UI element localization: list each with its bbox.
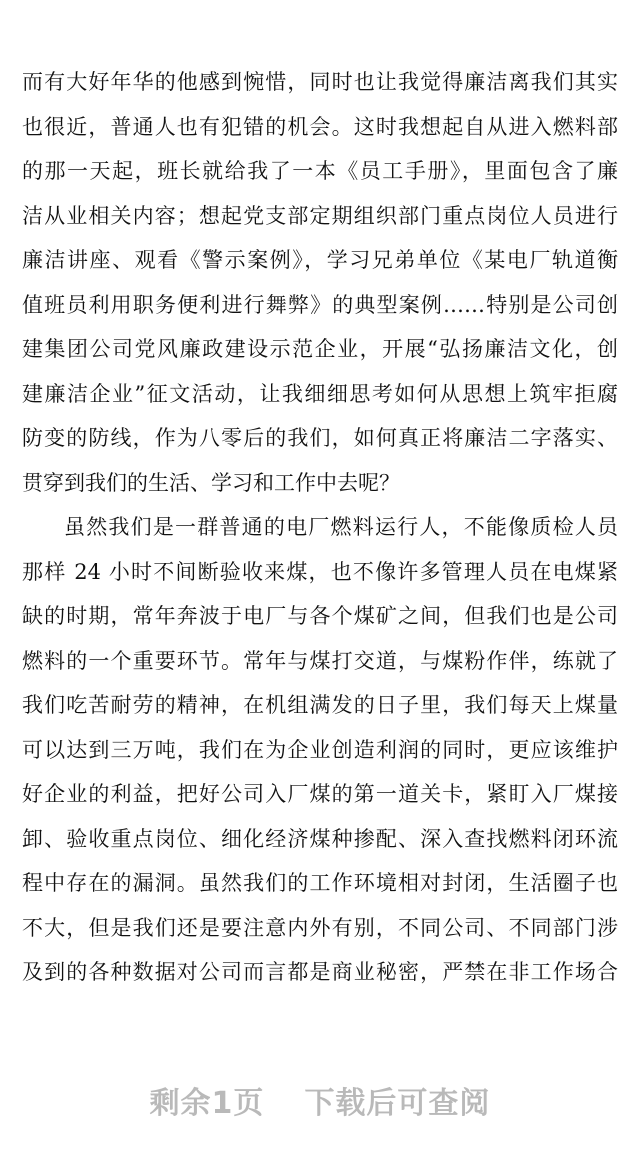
text-line: 不大，但是我们还是要注意内外有别，不同公司、不同部门涉: [22, 915, 618, 940]
text-line: 贯穿到我们的生活、学习和工作中去呢？: [22, 470, 400, 495]
text-line: 建廉洁企业”征文活动，让我细细思考如何从思想上筑牢拒腐: [22, 381, 618, 406]
text-line: 的那一天起，班长就给我了一本《员工手册》，里面包含了廉: [22, 159, 618, 183]
text-line: 卸、验收重点岗位、细化经济煤种掺配、深入查找燃料闭环流: [22, 826, 618, 851]
text-line: 洁从业相关内容；想起党支部定期组织部门重点岗位人员进行: [22, 203, 618, 228]
remaining-pages-label: 剩余1页: [149, 1086, 265, 1121]
text-line: 虽然我们是一群普通的电厂燃料运行人，不能像质检人员: [64, 515, 618, 539]
text-line: 建集团公司党风廉政建设示范企业，开展“弘扬廉洁文化，创: [22, 337, 618, 361]
paragraph-1: [22, 60, 618, 505]
download-prompt[interactable]: [0, 1078, 640, 1122]
text-line: 燃料的一个重要环节。常年与煤打交道，与煤粉作伴，练就了: [22, 648, 618, 673]
text-line: 值班员利用职务便利进行舞弊》的典型案例……特别是公司创: [22, 292, 618, 317]
document-body: [22, 60, 618, 995]
text-line: 廉洁讲座、观看《警示案例》，学习兄弟单位《某电厂轨道衡: [22, 248, 618, 272]
text-line: 防变的防线，作为八零后的我们，如何真正将廉洁二字落实、: [22, 426, 618, 450]
download-to-view-label[interactable]: 下载后可查阅: [304, 1086, 491, 1121]
text-line: 可以达到三万吨，我们在为企业创造利润的同时，更应该维护: [22, 737, 618, 762]
text-line: 而有大好年华的他感到惋惜，同时也让我觉得廉洁离我们其实: [22, 70, 618, 94]
text-line: 及到的各种数据对公司而言都是商业秘密，严禁在非工作场合: [22, 960, 618, 984]
text-line: 程中存在的漏洞。虽然我们的工作环境相对封闭，生活圈子也: [22, 871, 618, 895]
text-line: 那样 24 小时不间断验收来煤，也不像许多管理人员在电煤紧: [22, 559, 618, 584]
text-line: 好企业的利益，把好公司入厂煤的第一道关卡，紧盯入厂煤接: [22, 782, 618, 806]
text-line: 我们吃苦耐劳的精神，在机组满发的日子里，我们每天上煤量: [22, 693, 618, 717]
text-line: 也很近，普通人也有犯错的机会。这时我想起自从进入燃料部: [22, 114, 618, 139]
paragraph-2: [22, 505, 618, 995]
text-line: 缺的时期，常年奔波于电厂与各个煤矿之间，但我们也是公司: [22, 604, 618, 628]
